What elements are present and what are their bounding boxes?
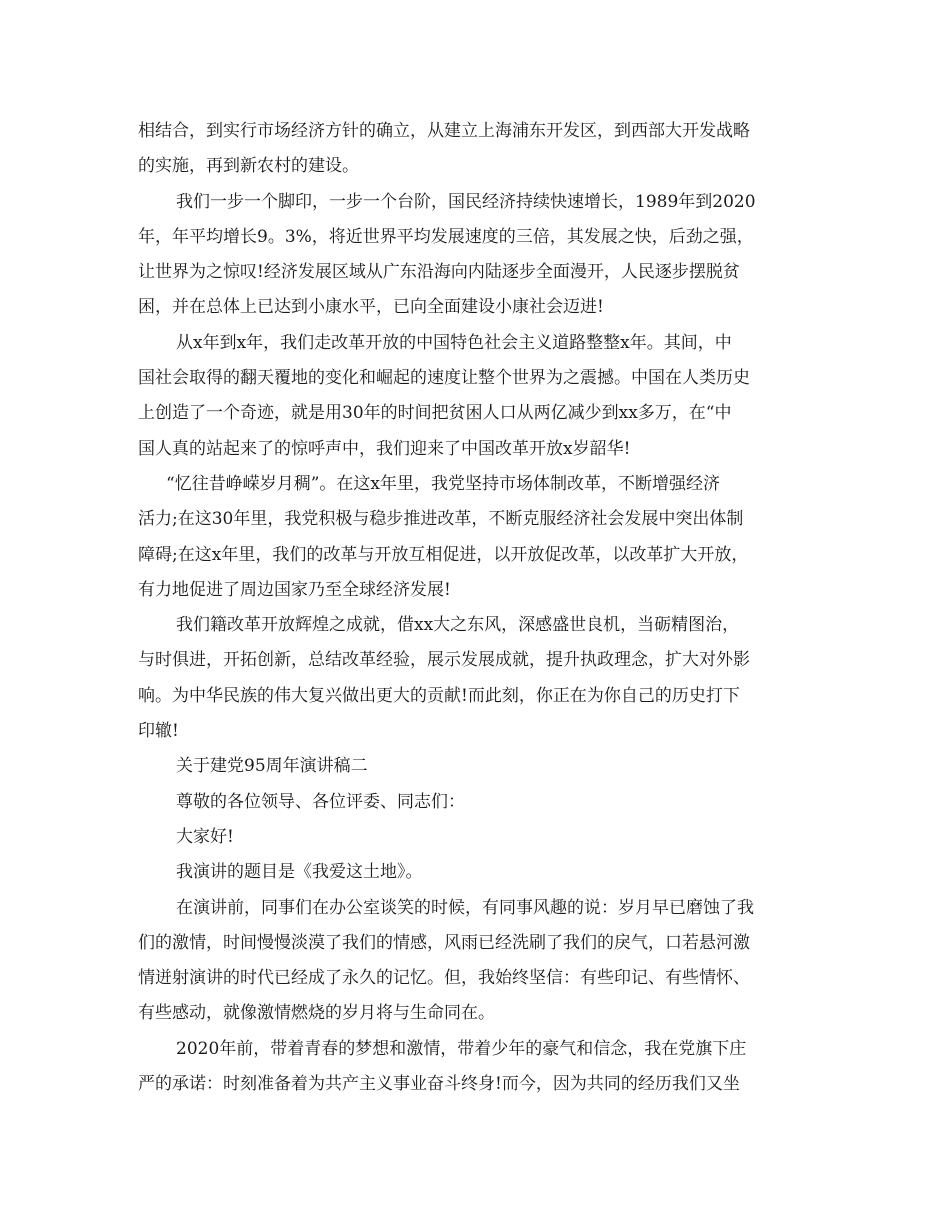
paragraph-line: 国社会取得的翻天覆地的变化和崛起的速度让整个世界为之震撼。中国在人类历史 bbox=[138, 368, 750, 389]
paragraph-line: 有些感动，就像激情燃烧的岁月将与生命同在。 bbox=[138, 1003, 495, 1024]
paragraph-first-line: 在演讲前，同事们在办公室谈笑的时候，有同事风趣的说：岁月早已磨蚀了我 bbox=[176, 897, 754, 918]
paragraph-first-line: 关于建党95周年演讲稿二 bbox=[176, 756, 368, 777]
paragraph-line: 困，并在总体上已达到小康水平，已向全面建设小康社会迈进! bbox=[138, 297, 604, 318]
paragraph-first-line: “忆往昔峥嵘岁月稠”。在这x年里，我党坚持市场体制改革，不断增强经济 bbox=[166, 473, 720, 494]
paragraph-line: 有力地促进了周边国家乃至全球经济发展! bbox=[138, 579, 451, 600]
paragraph-line: 情迸射演讲的时代已经成了永久的记忆。但，我始终坚信：有些印记、有些情怀、 bbox=[138, 968, 750, 989]
paragraph-line: 上创造了一个奇迹，就是用30年的时间把贫困人口从两亿减少到xx多万，在“中 bbox=[138, 403, 732, 424]
paragraph-first-line: 从x年到x年，我们走改革开放的中国特色社会主义道路整整x年。其间，中 bbox=[176, 332, 732, 353]
document-body bbox=[138, 114, 814, 1102]
paragraph-line: 印辙! bbox=[138, 721, 179, 742]
paragraph-line: 年，年平均增长9。3%，将近世界平均发展速度的三倍，其发展之快，后劲之强， bbox=[138, 226, 754, 247]
paragraph-first-line: 我们籍改革开放辉煌之成就，借xx大之东风，深感盛世良机，当砺精图治， bbox=[176, 615, 740, 636]
paragraph-line: 活力;在这30年里，我党积极与稳步推进改革，不断克服经济社会发展中突出体制 bbox=[138, 509, 744, 530]
paragraph-first-line: 2020年前，带着青春的梦想和激情，带着少年的豪气和信念，我在党旗下庄 bbox=[176, 1038, 747, 1059]
paragraph-line: 响。为中华民族的伟大复兴做出更大的贡献!而此刻，你正在为你自己的历史打下 bbox=[138, 685, 740, 706]
paragraph-line: 相结合，到实行市场经济方针的确立，从建立上海浦东开发区，到西部大开发战略 bbox=[138, 121, 750, 141]
paragraph-first-line: 尊敬的各位领导、各位评委、同志们： bbox=[176, 791, 465, 812]
paragraph-first-line: 我演讲的题目是《我爱这土地》。 bbox=[176, 862, 423, 883]
paragraph-first-line: 大家好! bbox=[176, 826, 234, 847]
paragraph-first-line: 我们一步一个脚印，一步一个台阶，国民经济持续快速增长，1989年到2020 bbox=[176, 191, 756, 212]
paragraph-line: 们的激情，时间慢慢淡漠了我们的情感，风雨已经洗刷了我们的戾气，口若悬河激 bbox=[138, 932, 750, 953]
paragraph-line: 的实施，再到新农村的建设。 bbox=[138, 156, 359, 177]
paragraph-line: 严的承诺：时刻准备着为共产主义事业奋斗终身!而今，因为共同的经历我们又坐 bbox=[138, 1074, 740, 1095]
paragraph-line: 与时俱进，开拓创新，总结改革经验，展示发展成就，提升执政理念，扩大对外影 bbox=[138, 650, 750, 671]
paragraph-line: 让世界为之惊叹!经济发展区域从广东沿海向内陆逐步全面漫开，人民逐步摆脱贫 bbox=[138, 262, 740, 283]
paragraph-line: 国人真的站起来了的惊呼声中，我们迎来了中国改革开放x岁韶华! bbox=[138, 438, 631, 459]
paragraph-line: 障碍;在这x年里，我们的改革与开放互相促进，以开放促改革，以改革扩大开放， bbox=[138, 544, 749, 565]
